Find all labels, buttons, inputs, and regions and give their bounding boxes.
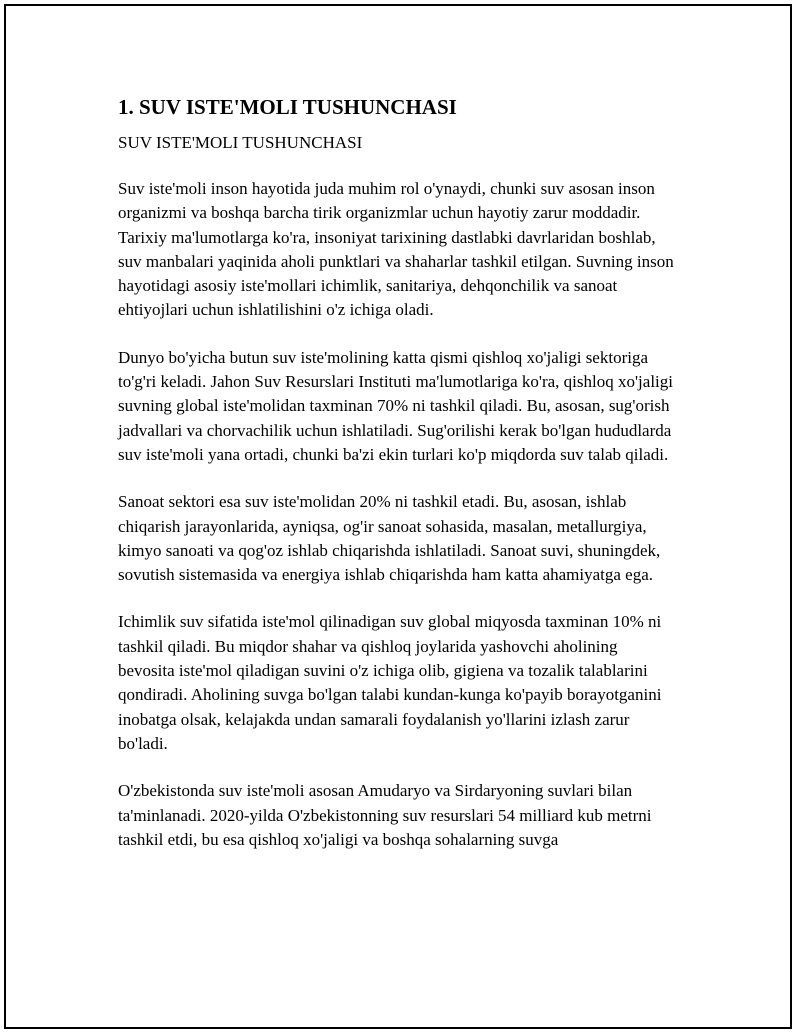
paragraph-2: Dunyo bo'yicha butun suv iste'molining katta qismi qishloq xo'jaligi sektoriga to'g'ri keladi. Jahon Suv Resurslari Instituti ma'lumotlariga ko'ra, qishloq xo'jaligi suvning global iste'molidan taxminan 70% ni tashkil qiladi. Bu, asosan, sug'orish jadvallari va chorvachilik uchun ishlatiladi. Sug'orilishi kerak bo'lgan hududlarda suv iste'moli yana ortadi, chunki ba'zi ekin turlari ko'p miqdorda suv talab qiladi. <box>118 347 673 464</box>
document-body <box>118 92 698 852</box>
paragraph-1: Suv iste'moli inson hayotida juda muhim rol o'ynaydi, chunki suv asosan inson organizmi va boshqa barcha tirik organizmlar uchun hayotiy zarur moddadir. Tarixiy ma'lumotlarga ko'ra, insoniyat tarixining dastlabki davrlaridan boshlab, suv manbalari yaqinida aholi punktlari va shaharlar tashkil etilgan. Suvning inson hayotidagi asosiy iste'mollari ichimlik, sanitariya, dehqonchilik va sanoat ehtiyojlari uchun ishlatilishini o'z ichiga oladi. <box>118 179 674 320</box>
section-subheading: SUV ISTE'MOLI TUSHUNCHASI <box>118 133 363 152</box>
section-heading: 1. SUV ISTE'MOLI TUSHUNCHASI <box>118 95 457 119</box>
paragraph-4: Ichimlik suv sifatida iste'mol qilinadigan suv global miqyosda taxminan 10% ni tashkil qiladi. Bu miqdor shahar va qishloq joylarida yashovchi aholining bevosita iste'mol qiladigan suvini o'z ichiga olib, gigiena va tozalik talablarini qondiradi. Aholining suvga bo'lgan talabi kundan-kunga ko'payib borayotganini inobatga olsak, kelajakda undan samarali foydalanish yo'llarini izlash zarur bo'ladi. <box>118 612 662 753</box>
paragraph-5: O'zbekistonda suv iste'moli asosan Amudaryo va Sirdaryoning suvlari bilan ta'minlanadi. 2020-yilda O'zbekistonning suv resurslari 54 milliard kub metrni tashkil etdi, bu esa qishloq xo'jaligi va boshqa sohalarning suvga <box>118 781 652 849</box>
paragraph-3: Sanoat sektori esa suv iste'molidan 20% ni tashkil etadi. Bu, asosan, ishlab chiqarish jarayonlarida, ayniqsa, og'ir sanoat sohasida, masalan, metallurgiya, kimyo sanoati va qog'oz ishlab chiqarishda ishlatiladi. Sanoat suvi, shuningdek, sovutish sistemasida va energiya ishlab chiqarishda ham katta ahamiyatga ega. <box>118 492 661 585</box>
